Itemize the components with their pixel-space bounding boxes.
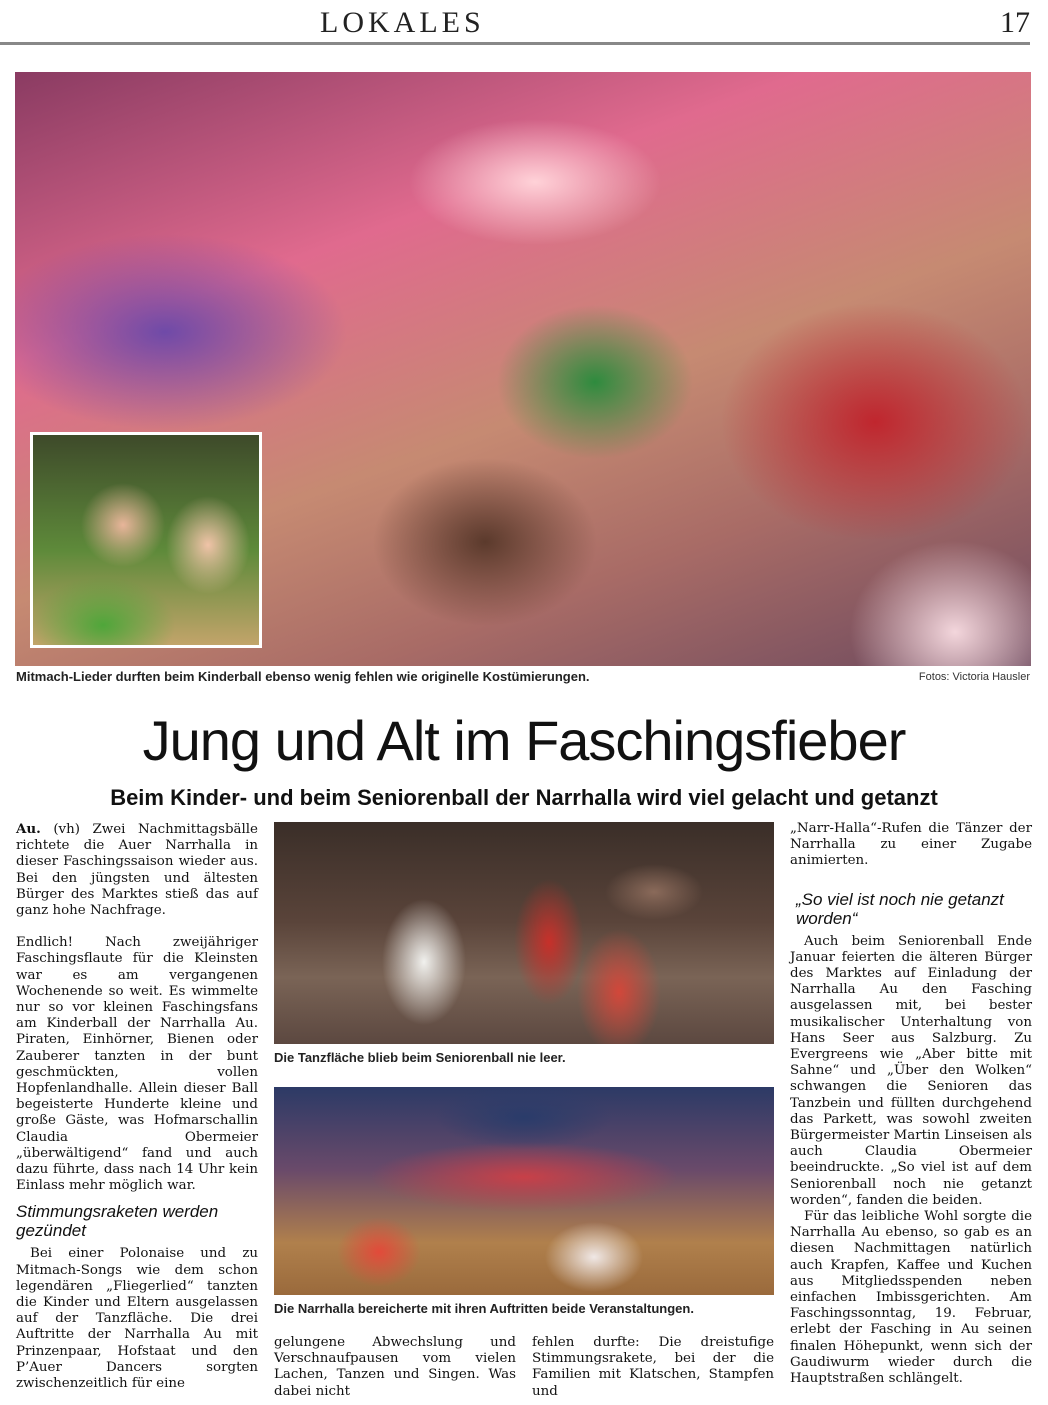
page-number: 17 — [1000, 6, 1030, 39]
paragraph-intro: Au. (vh) Zwei Nachmittagsbälle richtete die Auer Narrhalla in dieser Faschingssaison wieder aus. Bei den jüngsten und ältesten Bürger des Marktes stieß das auf ganz hohe Nachfrage. — [16, 821, 258, 919]
header-rule — [0, 42, 1030, 45]
headline: Jung und Alt im Faschingsfieber — [142, 709, 906, 772]
section-title: LOKALES — [320, 6, 485, 39]
inset-photo-frog-costume — [30, 432, 262, 648]
subheading-stimmungsraketen: Stimmungsraketen werden gezündet — [16, 1202, 219, 1241]
article-column-4 — [790, 821, 1032, 1387]
paragraph-polonaise: Bei einer Polonaise und zu Mitmach-Songs wie dem schon legendären „Fliegerlied“ tanzten die Kinder und Eltern ausgelassen auf der Tanzfläche. Die drei Auftritte der Narrhalla Au mit Prinzenpaar, Hofstaat und den P’Auer Dancers sorgten zwischenzeitlich für eine — [16, 1246, 258, 1392]
main-photo-caption: Mitmach-Lieder durften beim Kinderball ebenso wenig fehlen wie originelle Kostümierungen. — [16, 669, 590, 684]
paragraph-continuation-3: fehlen durfte: Die dreistufige Stimmungsrakete, bei der die Familien mit Klatschen, Stampfen und — [532, 1335, 774, 1399]
photo2-caption: Die Tanzfläche blieb beim Seniorenball nie leer. — [274, 1050, 566, 1065]
paragraph-seniorenball: Auch beim Seniorenball Ende Januar feierten die älteren Bürger des Marktes auf Einladung der Narrhalla Au den Fasching ausgelassen mit, bei bester musikalischer Unterhaltung von Hans Seer aus Salzburg. Zu Evergreens wie „Aber bitte mit Sahne“ und „Über den Wolken“ schwangen die Senioren das Tanzbein und füllten durchgehend das Parkett, was sowohl zweiten Bürgermeister Martin Linseisen als auch Claudia Obermeier beeindruckte. „So viel ist auf dem Seniorenball noch nie getanzt worden“, fanden die beiden. — [790, 933, 1032, 1208]
subheadline: Beim Kinder- und beim Seniorenball der Narrhalla wird viel gelacht und getanzt — [110, 785, 938, 810]
photo-narrhalla-performance — [274, 1087, 774, 1295]
dateline: Au. — [16, 821, 41, 837]
paragraph-kinderball: Endlich! Nach zweijähriger Faschingsflaute für die Kleinsten war es am vergangenen Wochenende so weit. Es wimmelte nur so vor kleinen Faschingsfans am Kinderball der Narrhalla Au. Piraten, Einhörner, Bienen oder Zauberer tanzten in der bunt geschmückten, vollen Hopfenlandhalle. Allein dieser Ball begeisterte Hunderte kleine und große Gäste, was Hofmarschallin Claudia Obermeier „überwältigend“ fand und auch dazu führte, dass nach 14 Uhr kein Einlass mehr möglich war. — [16, 935, 258, 1194]
article-column-1 — [16, 821, 258, 1392]
subheading-so-viel: „So viel ist noch nie getanzt worden“ — [796, 889, 1004, 928]
photo-seniorenball-dancefloor — [274, 822, 774, 1044]
photo-credit: Fotos: Victoria Hausler — [918, 671, 1030, 683]
paragraph-continuation-2: gelungene Abwechslung und Verschnaufpausen vom vielen Lachen, Tanzen und Singen. Was dabei nicht — [274, 1335, 516, 1399]
paragraph-zugabe: „Narr-Halla“-Rufen die Tänzer der Narrhalla zu einer Zugabe animierten. — [790, 821, 1032, 869]
photo3-caption: Die Narrhalla bereicherte mit ihren Auftritten beide Veranstaltungen. — [274, 1301, 694, 1316]
paragraph-leibliches-wohl: Für das leibliche Wohl sorgte die Narrhalla Au ebenso, so gab es an diesen Nachmittagen natürlich auch Krapfen, Kaffee und Kuchen aus Mitgliedsspenden neben einfachen Imbissgerichten. Am Faschingssonntag, 19. Februar, erlebt der Fasching in Au seinen finalen Höhepunkt, wenn sich der Gaudiwurm wieder durch die Hauptstraßen schlängelt. — [790, 1209, 1032, 1387]
